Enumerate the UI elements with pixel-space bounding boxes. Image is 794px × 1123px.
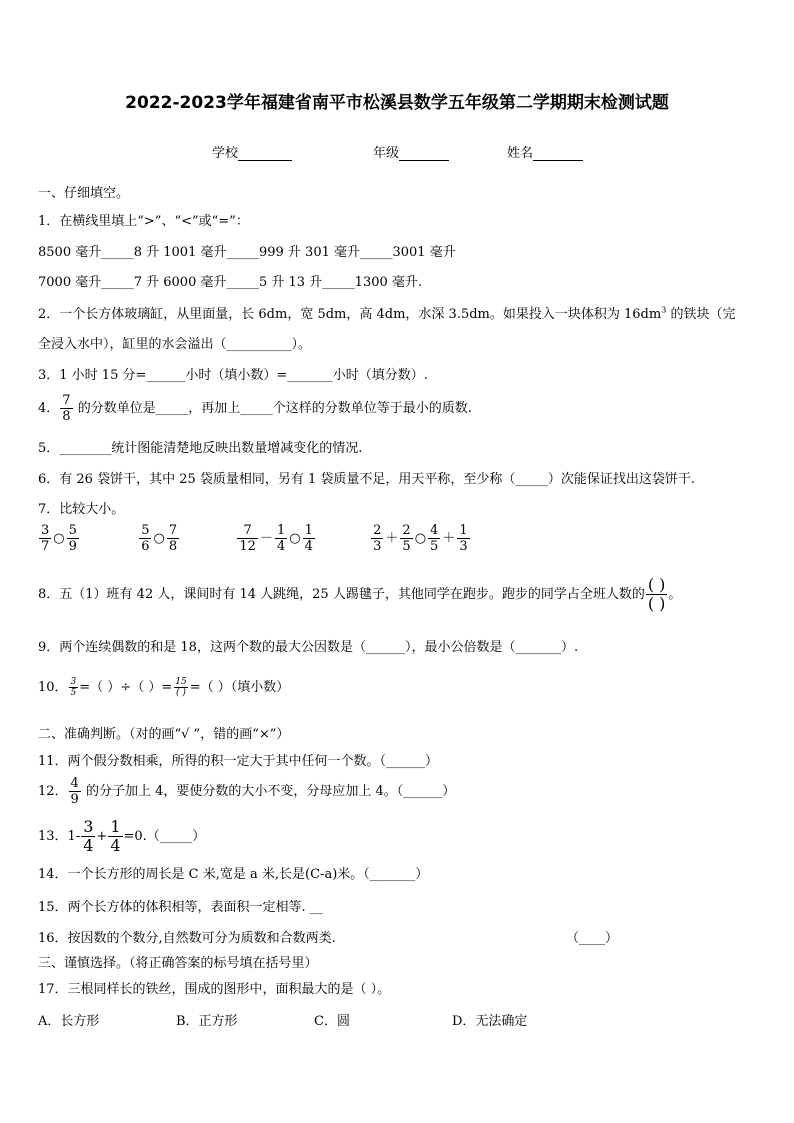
q7-c3-a-den: 12 bbox=[239, 539, 256, 554]
q7-c2-b-num: 7 bbox=[168, 523, 178, 538]
q13-fraction2-den: 4 bbox=[110, 836, 121, 855]
q13 bbox=[38, 818, 205, 855]
q11: 11．两个假分数相乘，所得的积一定大于其中任何一个数。（______） bbox=[38, 754, 439, 769]
q14: 14．一个长方形的周长是 C 米,宽是 a 米,长是(C-a)米。（_______） bbox=[38, 867, 429, 882]
q7-c2-a-num: 5 bbox=[141, 523, 150, 538]
q7-c4-a-den: 3 bbox=[373, 539, 382, 554]
q8-fraction-num[interactable]: ( ) bbox=[647, 575, 666, 594]
q7-c3-c bbox=[303, 523, 315, 554]
q7-c4-b bbox=[400, 523, 412, 554]
q1-row2: 7000 毫升_____7 升 6000 毫升_____5 升 13 升_____1300 毫升. bbox=[38, 275, 423, 290]
q7-c1-a bbox=[39, 523, 51, 554]
q2-line1 bbox=[38, 303, 735, 322]
q7-c1-a-den: 7 bbox=[41, 539, 50, 554]
q7-c4-a-num: 2 bbox=[373, 523, 382, 538]
q12-text: 的分子加上 4，要使分数的大小不变，分母应加上 4。（______） bbox=[81, 784, 456, 799]
school-blank[interactable] bbox=[238, 146, 292, 161]
q17-option-a[interactable]: A．长方形 bbox=[38, 1014, 100, 1029]
q5: 5．________统计图能清楚地反映出数量增减变化的情况. bbox=[38, 441, 363, 456]
q13-plus: + bbox=[96, 829, 108, 844]
q10 bbox=[38, 676, 289, 698]
q7-c4-c bbox=[428, 523, 440, 554]
q10-mid: =（ ）÷（ ）= bbox=[79, 680, 173, 695]
section-3-heading: 三、谨慎选择。（将正确答案的标号填在括号里） bbox=[38, 956, 318, 971]
q16-blank[interactable]: （____） bbox=[566, 931, 619, 946]
q10-fraction2-num: 15 bbox=[175, 677, 187, 687]
q7-c4-plus2: ＋ bbox=[442, 531, 456, 546]
q7-c3-a-num: 7 bbox=[243, 523, 252, 538]
q10-fraction bbox=[69, 677, 79, 698]
q8-end: 。 bbox=[668, 587, 682, 602]
name-blank[interactable] bbox=[533, 146, 583, 161]
grade-label: 年级 bbox=[373, 146, 400, 161]
q13-fraction1 bbox=[81, 818, 95, 855]
q12-num: 12． bbox=[38, 784, 68, 799]
q7-c3-minus: － bbox=[259, 531, 273, 546]
q10-fraction2 bbox=[173, 677, 188, 698]
name-field bbox=[507, 142, 583, 161]
q4 bbox=[38, 393, 472, 424]
q9: 9．两个连续偶数的和是 18，这两个数的最大公因数是（______），最小公倍数是（_______）. bbox=[38, 640, 579, 655]
q13-text: =0.（_____） bbox=[123, 829, 206, 844]
q10-end: =（ ）（填小数） bbox=[189, 680, 290, 695]
q7-c4-plus1: ＋ bbox=[385, 531, 399, 546]
q6: 6．有 26 袋饼干，其中 25 袋质量相同，另有 1 袋质量不足，用天平称，至少称（_____）次能保证找出这袋饼干. bbox=[38, 472, 696, 487]
q7-c4-circle[interactable]: ○ bbox=[414, 531, 427, 546]
q17-option-c[interactable]: C．圆 bbox=[314, 1014, 350, 1029]
q7-c4-b-num: 2 bbox=[402, 523, 411, 538]
q12-fraction-num: 4 bbox=[70, 776, 79, 791]
q4-text: 的分数单位是_____，再加上_____个这样的分数单位等于最小的质数. bbox=[73, 401, 472, 416]
q8-fraction-den[interactable]: ( ) bbox=[647, 594, 666, 613]
q7-c3-c-den: 4 bbox=[304, 539, 313, 554]
q13-num: 13．1- bbox=[38, 829, 81, 844]
q7-c4-c-den: 5 bbox=[430, 539, 439, 554]
q12-fraction-den: 9 bbox=[70, 792, 79, 807]
q7-item4 bbox=[370, 523, 471, 554]
q7-item1 bbox=[38, 523, 84, 554]
q7-c4-d bbox=[457, 523, 469, 554]
q1-row1: 8500 毫升_____8 升 1001 毫升_____999 升 301 毫升_____3001 毫升 bbox=[38, 245, 456, 260]
page-title: 2022-2023学年福建省南平市松溪县数学五年级第二学期期末检测试题 bbox=[125, 93, 669, 113]
q7-c1-circle[interactable]: ○ bbox=[53, 531, 65, 546]
q7-c2-a-den: 6 bbox=[141, 539, 150, 554]
q7-c3-b bbox=[275, 523, 287, 554]
q7-c4-d-num: 1 bbox=[459, 523, 468, 538]
q7-c2-circle[interactable]: ○ bbox=[153, 531, 165, 546]
q7-c4-d-den: 3 bbox=[459, 539, 468, 554]
q7-c4-c-num: 4 bbox=[430, 523, 439, 538]
q7-c3-b-den: 4 bbox=[276, 539, 286, 554]
q7-c1-b bbox=[67, 523, 79, 554]
q3: 3．1 小时 15 分=______小时（填小数）=_______小时（填分数）. bbox=[38, 368, 428, 383]
q7-c2-b-den: 8 bbox=[168, 539, 178, 554]
q7-c1-b-num: 5 bbox=[68, 523, 77, 538]
school-field bbox=[212, 142, 292, 161]
q8-text: 8．五（1）班有 42 人，课间时有 14 人跳绳，25 人踢毽子，其他同学在跑步。跑步的同学占全班人数的 bbox=[38, 587, 645, 602]
q7-c2-b bbox=[167, 523, 179, 554]
q7-item2 bbox=[138, 523, 184, 554]
q2-part2: 的铁块（完 bbox=[666, 307, 736, 322]
q7-c1-a-num: 3 bbox=[41, 523, 50, 538]
q10-num: 10． bbox=[38, 680, 68, 695]
q17-option-b[interactable]: B．正方形 bbox=[176, 1014, 238, 1029]
q2-part1: 2．一个长方体玻璃缸，从里面量，长 6dm，宽 5dm，高 4dm，水深 3.5dm。如果投入一块体积为 16dm bbox=[38, 307, 662, 322]
q1-stem: 1．在横线里填上“>”、“<”或“=”： bbox=[38, 214, 249, 229]
q10-fraction2-den[interactable]: ( ) bbox=[176, 688, 186, 698]
q10-fraction-den: 5 bbox=[70, 688, 77, 698]
q12 bbox=[38, 776, 455, 807]
q7-c2-a bbox=[139, 523, 151, 554]
q13-fraction2-num: 1 bbox=[110, 817, 121, 836]
q2-line2: 全浸入水中），缸里的水会溢出（__________）。 bbox=[38, 337, 312, 352]
q4-fraction-den: 8 bbox=[62, 409, 71, 424]
q7-c1-b-den: 9 bbox=[68, 539, 77, 554]
q7-stem: 7．比较大小。 bbox=[38, 502, 125, 517]
q7-c3-c-num: 1 bbox=[304, 523, 313, 538]
q4-num: 4． bbox=[38, 401, 60, 416]
q7-c4-b-den: 5 bbox=[402, 539, 411, 554]
q8 bbox=[38, 576, 681, 613]
q12-fraction bbox=[69, 776, 81, 807]
q10-fraction-num: 3 bbox=[70, 677, 77, 687]
q8-fraction bbox=[646, 576, 668, 613]
school-label: 学校 bbox=[212, 146, 239, 161]
q17-stem: 17．三根同样长的铁丝，围成的图形中，面积最大的是（ ）。 bbox=[38, 982, 391, 997]
grade-field bbox=[373, 142, 449, 161]
q7-comparisons bbox=[38, 523, 471, 554]
q2-sup: 3 bbox=[661, 305, 667, 315]
section-1-heading: 一、仔细填空。 bbox=[38, 186, 130, 201]
q13-fraction2 bbox=[108, 818, 122, 855]
q13-fraction1-den: 4 bbox=[83, 836, 94, 855]
q7-c3-a bbox=[237, 523, 258, 554]
grade-blank[interactable] bbox=[399, 146, 449, 161]
q4-fraction-num: 7 bbox=[62, 393, 71, 408]
q13-fraction1-num: 3 bbox=[83, 817, 94, 836]
q7-c4-a bbox=[371, 523, 383, 554]
q7-c3-circle[interactable]: ○ bbox=[289, 531, 301, 546]
q7-item3 bbox=[236, 523, 320, 554]
q15: 15．两个长方体的体积相等，表面积一定相等. __ bbox=[38, 900, 323, 915]
q16-text: 16．按因数的个数分,自然数可分为质数和合数两类. bbox=[38, 931, 336, 946]
name-label: 姓名 bbox=[507, 146, 534, 161]
q7-c3-b-num: 1 bbox=[276, 523, 286, 538]
section-2-heading: 二、准确判断。（对的画“√ ”，错的画“×”） bbox=[38, 727, 290, 742]
q17-option-d[interactable]: D．无法确定 bbox=[452, 1014, 528, 1029]
q4-fraction bbox=[60, 393, 72, 424]
